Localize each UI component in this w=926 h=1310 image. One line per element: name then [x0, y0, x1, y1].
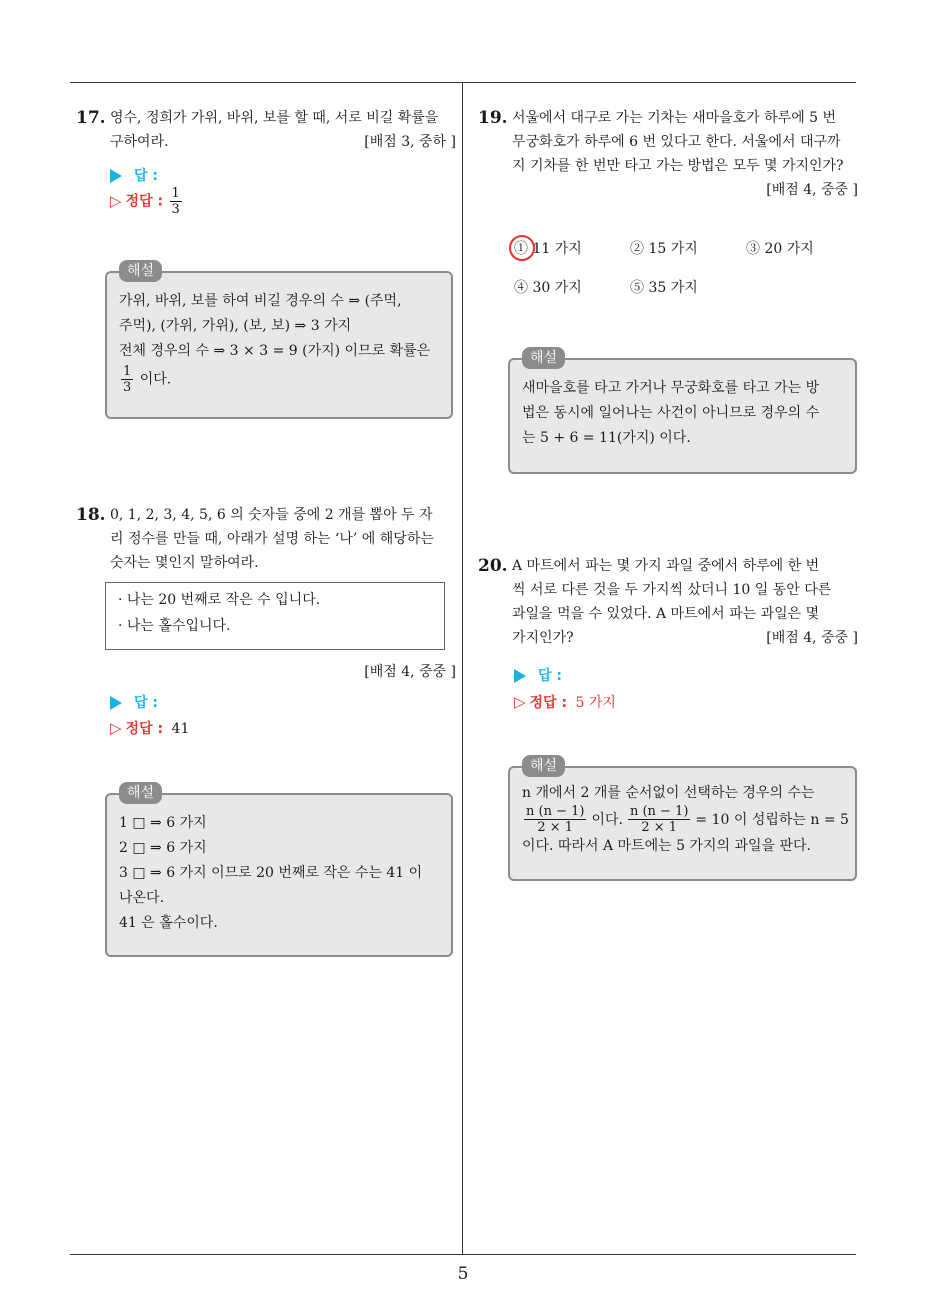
choice-2[interactable]: ② 15 가지 — [630, 241, 698, 257]
bottom-rule — [70, 1254, 856, 1255]
score: [배점 4, 중중 ] — [766, 630, 858, 646]
score: [배점 4, 중중 ] — [766, 182, 858, 198]
choice-4[interactable]: ④ 30 가지 — [514, 280, 582, 296]
answer-value: 5 가지 — [575, 695, 616, 711]
choice-3[interactable]: ③ 20 가지 — [746, 241, 814, 257]
explanation-fraction: $\frac{n (n - 1)}{2 \times 1}$ — [526, 804, 585, 835]
question-text: 서울에서 대구로 가는 기차는 새마을호가 하루에 5 번 무궁화호가 하루에 6 번 있다고 한다. 서울에서 대구까 지 기차를 한 번만 타고 가는 방법은 모두 몇 가지인가? [배점 4, 중중 ] — [512, 106, 858, 202]
question-number: 18. — [76, 505, 106, 525]
answer-fraction: $\frac{1}{3}$ — [171, 186, 180, 217]
explanation-box: 해설 새마을호를 타고 가거나 무궁화호를 타고 가는 방 법은 동시에 일어나는 사건이 아니므로 경우의 수 는 5 + 6 = 11(가지) 이다. — [508, 358, 857, 474]
explanation-box: 해설 가위, 바위, 보를 하여 비길 경우의 수 ⇒ (주먹, 주먹), (가위, 가위), (보, 보) ⇒ 3 가지 전체 경우의 수 ⇒ 3 × 3 = 9 (가지) 이므로 확률은 $\frac{1}{3}$ 이다. — [105, 271, 453, 419]
question-number: 20. — [478, 556, 508, 576]
play-arrow-icon — [110, 696, 122, 710]
score: [배점 4, 중중 ] — [364, 664, 456, 680]
question-number: 17. — [76, 108, 106, 128]
triangle-outline-icon: ▷ — [514, 693, 526, 711]
explanation-box: 해설 n 개에서 2 개를 순서없이 선택하는 경우의 수는 $\frac{n (n - 1)}{2 \times 1}$ 이다. $\frac{n (n - 1)}{2 \times 1}$ = 10 이 성립하는 n = 5 이다. 따라서 A 마트에는 5 가지의 과일을 판다. — [508, 766, 857, 881]
triangle-outline-icon: ▷ — [110, 719, 122, 737]
answer-value: 41 — [171, 721, 190, 737]
question-17 — [76, 106, 456, 154]
explanation-tag: 해설 — [119, 782, 162, 804]
question-text: 영수, 정희가 가위, 바위, 보를 할 때, 서로 비길 확률을 구하여라. [배점 3, 중하 ] — [110, 106, 456, 154]
top-rule — [70, 82, 856, 83]
explanation-tag: 해설 — [522, 347, 565, 369]
explanation-fraction: $\frac{n (n - 1)}{2 \times 1}$ — [629, 804, 689, 835]
page-number: 5 — [457, 1264, 469, 1284]
question-19 — [478, 106, 858, 202]
question-text: A 마트에서 파는 몇 가지 과일 중에서 하루에 한 번 씩 서로 다른 것을 두 가지씩 샀더니 10 일 동안 다른 과일을 먹을 수 있었다. A 마트에서 파는 과일은 몇 가지인가? [배점 4, 중중 ] — [512, 554, 858, 650]
answer-line: 답 : — [110, 165, 158, 185]
play-arrow-icon — [514, 669, 526, 683]
question-20 — [478, 554, 858, 650]
answer-line: 답 : — [110, 692, 158, 712]
explanation-fraction: $\frac{1}{3}$ — [123, 364, 132, 395]
explanation-tag: 해설 — [119, 260, 162, 282]
condition-box: · 나는 20 번째로 작은 수 입니다. · 나는 홀수입니다. — [105, 582, 445, 650]
question-18 — [76, 503, 456, 575]
correct-answer-line: ▷ 정답 : $\frac{1}{3}$ — [110, 186, 180, 217]
choice-5[interactable]: ⑤ 35 가지 — [630, 280, 698, 296]
triangle-outline-icon: ▷ — [110, 191, 122, 210]
choice-1[interactable]: ① 11 가지 — [514, 241, 582, 257]
explanation-box: 해설 1 □ ⇒ 6 가지 2 □ ⇒ 6 가지 3 □ ⇒ 6 가지 이므로 20 번째로 작은 수는 41 이 나온다. 41 은 홀수이다. — [105, 793, 453, 957]
explanation-tag: 해설 — [522, 755, 565, 777]
correct-answer-line: ▷ 정답 : 5 가지 — [514, 693, 616, 711]
answer-line: 답 : — [514, 665, 562, 685]
question-text: 0, 1, 2, 3, 4, 5, 6 의 숫자들 중에 2 개를 뽑아 두 자 리 정수를 만들 때, 아래가 설명 하는 ‘나’ 에 해당하는 숫자는 몇인지 말하여라. — [110, 507, 434, 571]
question-number: 19. — [478, 108, 508, 128]
score: [배점 3, 중하 ] — [364, 134, 456, 150]
play-arrow-icon — [110, 169, 122, 183]
column-divider — [462, 82, 463, 1254]
correct-answer-line: ▷ 정답 : 41 — [110, 719, 190, 737]
